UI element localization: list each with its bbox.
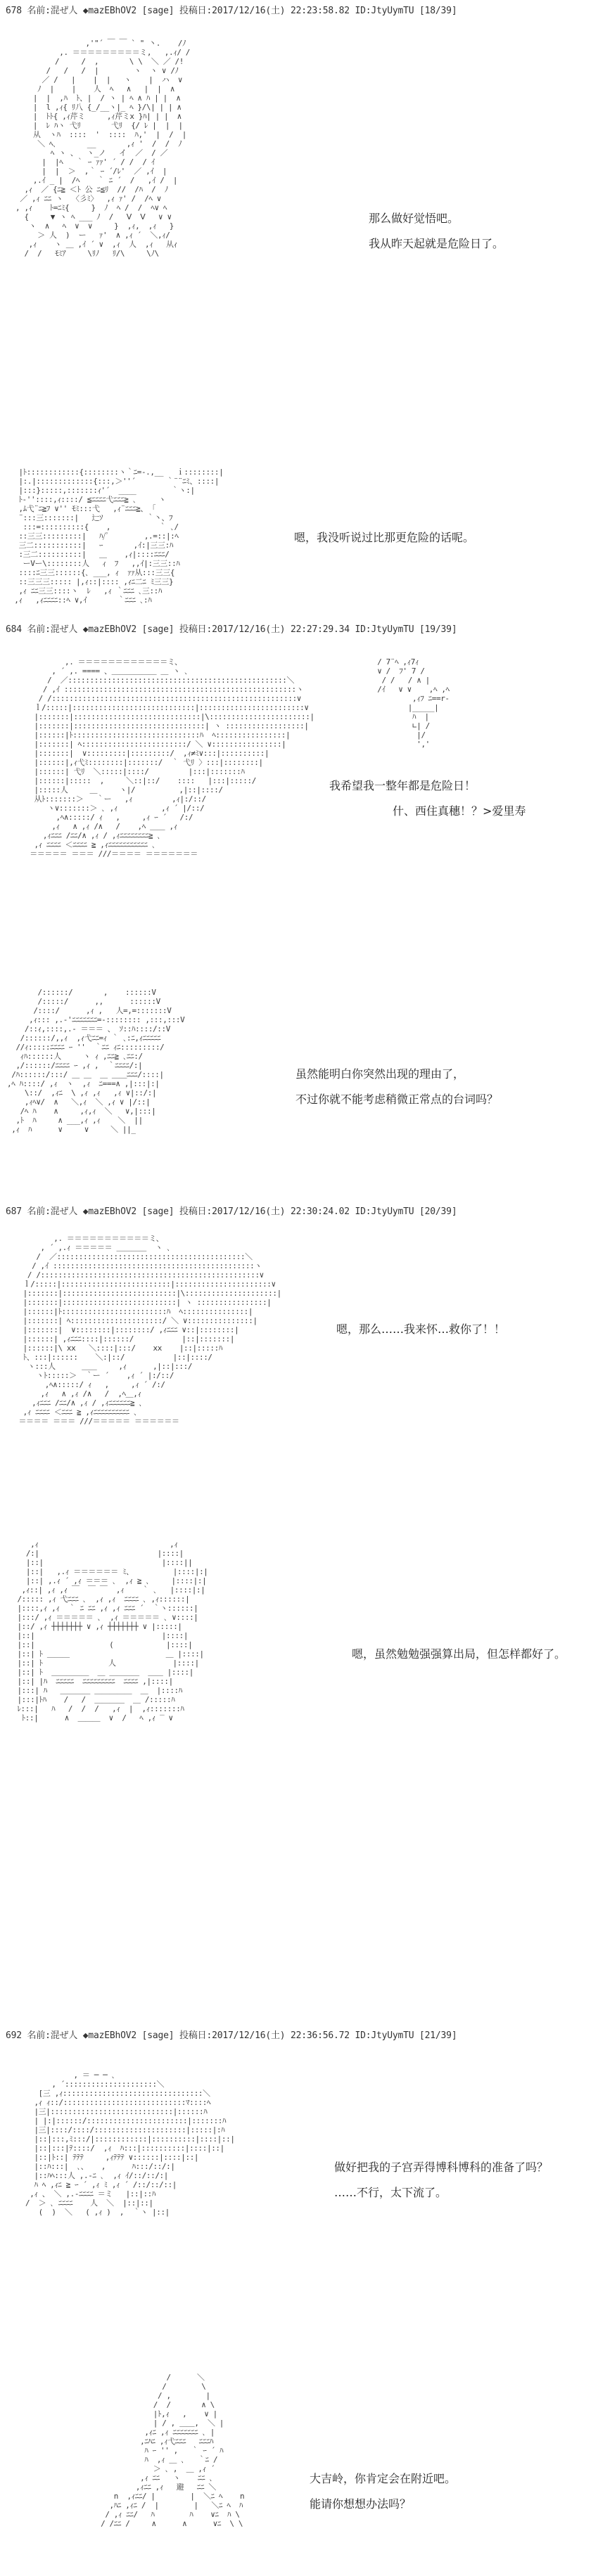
dialogue-panel-7 (334, 2155, 548, 2205)
dialogue-line: 我希望我一整年都是危险日！ (329, 779, 476, 792)
ascii-art-panel-1: ,'"´ ￣ ￣ ` " 丶. /ﾉ ,. ＝＝＝＝＝＝＝＝＝ミ, ,.ｨ/ / / / , \ \ ＼ ／ /! / / / | ヽ ヽ ∨ /ﾉ ／ / | | | ヽ | ハ ∨ ﾉ | | 人 ﾍ ∧ | | ∧ | | ,ﾊ ﾄ、| / ヽ | ﾍ ∧ ﾊ | | ∧ | l ,ｨ{ ﾘ八 {_/__ヽ|_ ﾍ }/\| | | ∧ | ﾄﾄ{ ,ｨ芹ミ ,ｨ芹ミx }ﾊ| | | ∧ | ﾚ ﾊヽ 弋ﾘ 弋ﾘ {/ ﾚ | | | 从 ヽﾊ :::: ' :::: ﾊ,' | / | ＼ ﾍ､ __ ,ｨ ' / / ﾉ ﾍ ヽ 、 ヽ_ノ イ ／ / ／ | |ﾍ ｀ ｰ ｧｧ' ´ / / / ｲ | | ＞ ,｀ ｰ ´/ﾚ' ／ ,ｲ | ,.ｲ _ | /ﾍ ｀ ﾆ ´ / ,ｲ / | ,ｨ ／ {ﾆ≧ ＜ﾄ 公 ﾆ≦ﾘ // /ﾊ / ﾉ ／ ,ｨ ﾆﾆ ヽ 〈彡ﾐ〉 ,ｨ ｧ' / /ﾍ ∨ , ,ｨ ﾄ=ﾆﾐ{ } ﾉ ﾍ / / ﾍ∨ ﾍ { ▼ ヽ ﾍ ___ ﾉ / Ⅴ Ⅴ ∨ ∨ ヽ ∧ ﾍ ∨ ∨ } ,ｨ, ,ｨ } ＞ 人 ) ー ｧ' ∧ ,ｨ ´ ＼,ｨ/ ,ｨ ヽ ＿ ,ｲ ´ ∨ ,ｨ 人 ,ｨ 从ｨ / / ﾓﾐｱ \ﾘﾉ ﾘ/\ \ﾉ\ (15, 39, 190, 258)
dialogue-line: 嗯，虽然勉勉强强算出局，但怎样都好了。 (352, 1647, 566, 1661)
ascii-art-panel-6: ,ｨ ,ｨ /:| |::::| |::| |::::|| |::| ,.ｨ ＝＝＝＝＝＝ ﾐ、 |::::|:| |::| ,.ｨ ´ ,ｨ ＝＝＝ ､ ,ｨ ≧ ､ |::::|:| ,ｨ::| ,ｨ ,ｨ ￣ ￣ ￣ ,ｨ ｀ ､ |::::|:| /::::: ,ｨ 弋ﾆﾆﾆ ､ ,ｨ ,ｨ ﾆﾆﾆﾆ ､ ,ｨ::::::| |::::,ｨ ,ｨ ｀ ﾆ ﾆﾆ ,ｨ ,ｨ ﾆﾆﾆ ´ ｀ヽ::::::| |:::/ ,ｨ ＝＝＝＝＝ ､ ,ｨ ＝＝＝＝＝ ､ ∨::::| |::/ ,ｨ ┼┼┼┼┼┼┼ ∨ ,ｨ ┼┼┼┼┼┼┼ ∨ |:::::| |::| |::::| |::| ( |::::| |::| ﾄ ＿＿＿ ＿ |::::| |::| ﾄ 人 |::::| |::| ﾄ ＿＿＿＿＿ ＿ ＿＿＿＿ ＿＿ |::::| |::| |ﾊ ﾆﾆﾆﾆﾆ ﾆﾆﾆﾆﾆﾆﾆﾆﾆ ﾆﾆﾆﾆ ,|::::| |:::| ﾊ ＿＿＿＿ ＿＿＿＿＿ ＿ |::::ﾊ |:::|ﾄﾊ / / ＿＿＿＿ ＿ /:::::ﾊ ﾚ:::| ﾊ / / / ,ｨ | ,ｨ:::::::ﾊ ﾄ::| ∧ ＿＿＿ ∨ / ﾍ ,ｨ ‾ ∨ (17, 1540, 208, 1722)
ascii-art-panel-3-side: / 7¨ﾍ ,ｨ7ｨ ∨ / ﾌ' 7 / / / / ∧ | /ｲ ∨ ∨ ,ﾍ ,ﾍ ,ｨﾌ ﾆ==r‐ |_____| ﾊ | ∟| / |/ ',' (377, 657, 450, 749)
ascii-art-panel-3: ,. ＝＝＝＝＝＝＝＝＝＝＝＝ミ、 , ´ ,. ==== 、＿＿＿＿＿＿ ＿ ヽ ､ / ／::::::::::::::::::::::::::::::::::::::::::::::::::＼ / ,ｲ :::::::::::::::::::::::::::::::::::::::::::::::::::::ヽ / /::::::::::::::::::::::::::::::::::::::::::::::::::::::::∨ ｌ/:::::|::::::::::::::::::::::::::::|::::::::::::::::::::::::∨ |:::::::|:::::::::::::::::::::::::::::|\:::::::::::::::::::::::| |:::::::|::::::::::::::::::::::::::::::| ヽ ::::::::::::::::::| |::::::|ﾄ:::::::::::::::::::::::::::::ﾊ ﾍ::::::::::::::::| |:::::::| ﾍ::::::::::::::::::::::::/ ＼ ∨::::::::::::::::| |:::::::| ∨:::::::::|:::::::::/ ,ｨ≠ﾐ∨:::|::::::::::| |::::::|,ｨ弋ﾐ::::::::|:::::::/ ｀ 弋ﾘ 〉:::|::::::::| |::::::| 弋ﾘ ＼:::::|::::/ |:::|:::::::ﾊ |::::::|::::: , ＼::|::/ :::: |:::|:::::/ |:::::人 ＿ ヽ|/ ,|::|::::/ 从ﾄ:::::::＞ ｀ー ,ｨ ,ｨ|:/::/ ヽ∨:::::::＞ ､ ,ｨ ,ｨ ´ |/::/ ,ﾍ∧:::::/ ｨ , ,ｨ ｰ ´ /:/ ,ｨ ∧ ,ｨ /∧ / ,ﾍ ＿＿ ,ｨ ,ｨﾆﾆﾆ /ﾆﾆ/∧ ,ｨ / ,ｨﾆﾆﾆﾆﾆﾆﾆﾆ≧ ､ ,ｨ ﾆﾆﾆﾆ ＜ﾆﾆﾆﾆ ≧ ,ｨﾆﾆﾆﾆﾆﾆﾆﾆﾆﾆﾆ ､ ＝＝＝＝＝ ＝＝＝ ///＝＝＝＝ ＝＝＝＝＝＝＝ (30, 657, 314, 858)
dialogue-line: 我从昨天起就是危险日了。 (369, 237, 504, 250)
ascii-art-panel-4: /::::::/ , ::::::V /:::::/ ,, ::::::V /::::/ ,ｨ , 人=,=:::::::V ,ｨ::: ,.-'ﾆﾆﾆﾆﾆﾆﾆ=-:::::::: ,:::,:::V /::ｨ,::::,.- ＝＝＝ 、 ｿ::ﾊ::::/::V /::::::/,,ｨ ,ｨ弋ﾆﾆ=ｨ ｀ ､:ﾆ,ｨﾆﾆﾆﾆﾆ //ｨ:::::ﾆﾆﾆﾆ ｰ '' ｀ﾆﾆ ｨﾆ:::::::::/ ｨﾊ::::::人 ヽ ｨ ,ﾆﾆ≧ ､ﾆﾆ:/ ,/::::::/ﾆﾆﾆﾆ ｰ ,ｨ , ｀ﾆﾆﾆﾆ/:| /ﾊ::::::/:::/ ＿ ＿ ＿ ＿＿ﾆﾆﾆ/::::| ,ﾍ ﾊ::::/ ,ｨ ヽ ,ｨ ﾆ===∧ ,|:::|:| \::/ ,ｨﾆ \ ,ｨ ,ｨ ,ｨ ∨|::/:| ,ｨﾍ∨/ ∧ ＼,ｨ ＼ ,ｨ ∨ |/::| /ﾍ ﾊ ∧ ,ｨ,ｨ ＼ ∨,|:::| ,ﾄ ﾊ ∧ ___,ｨ ,ｨ ＼ || ,ｨ ﾊ ∨ ∨ ＼ ||_ (7, 988, 185, 1134)
dialogue-panel-5 (336, 1317, 505, 1342)
post-header-687: 687 名前:混ぜ人 ◆mazEBhOV2 [sage] 投稿日:2017/12/16(土) 22:30:24.02 ID:JtyUymTU [20/39] (6, 1206, 457, 1217)
dialogue-panel-6 (352, 1642, 566, 1667)
dialogue-line: ……不行，太下流了。 (334, 2186, 447, 2199)
dialogue-line: 不过你就不能考虑稍微正常点的台词吗？ (295, 1093, 499, 1106)
dialogue-panel-8 (310, 2466, 456, 2517)
dialogue-line: 大吉岭，你肯定会在附近吧。 (310, 2472, 457, 2485)
dialogue-panel-3 (329, 773, 526, 824)
dialogue-panel-2 (294, 525, 474, 550)
dialogue-line: 什、西住真穗！？>爱里寿 (393, 804, 526, 818)
dialogue-line: 嗯，那么……我来怀…救你了！！ (336, 1322, 506, 1336)
dialogue-line: 嗯，我没听说过比那更危险的话呢。 (294, 531, 475, 544)
dialogue-line: 能请你想想办法吗？ (310, 2497, 412, 2511)
post-header-692: 692 名前:混ぜ人 ◆mazEBhOV2 [sage] 投稿日:2017/12/16(土) 22:36:56.72 ID:JtyUymTU [21/39] (6, 2030, 457, 2041)
ascii-art-panel-7: , ＝ ─ ─ ､ , ´:::::::::::::::::::::＼ [三 ,ｨ::::::::::::::::::::::::::::::::＼ ,ｨ ｨ::/::::::::::::::::::::::::::::ﾏ::::ﾍ |三|::::::::::::::::::::::::::::|::::::ﾊ | |:|::::::/:::::::::::::::::::::::|:::::::ﾊ |三|::::/::::/:::::::::::::::::::::|:::::|:ﾊ |::|:::,ﾐ:::/|::::::::::::|::::::::::|::::|::| |::|:::|ﾃ::::/ ,ｨ ﾊ:::|::::::::::|::::|::| |::|ﾄ::| ﾃﾃﾃ ,ｨﾃﾃﾃ ∨::::::|::::|::| |::ﾊ:::| ､、 , ﾊ:::/::/:| |::ﾊﾍ:::人 ,.-ﾆ ､ ,ｨ ｲ/::/::/:| ﾊ ﾍ ,ｨﾆ ≧ ｰ ´ ,ｨ ﾐ ,ｨ ´ /::/::/::| ,ｨ 、 ＼ ,.-ﾆﾆﾆﾆ ＝ミ |::|::ﾊ / ＞ ､ ﾆﾆﾆﾆ 人 ＼ |::|::| ( ) ＼ ( ,ｨ ) , ｀ヽ |::| (25, 2071, 235, 2217)
dialogue-panel-1 (369, 206, 504, 257)
ascii-art-panel-5: ,. ＝＝＝＝＝＝＝＝＝＝＝ミ、 , ´ ,.ｨ ＝＝＝＝＝ ＿＿＿＿ ヽ ､ / ／:::::::::::::::::::::::::::::::::::::::::::＼ / ,ｲ ::::::::::::::::::::::::::::::::::::::::::::::ヽ / /::::::::::::::::::::::::::::::::::::::::::::::::::∨ ｌ/:::::|:::::::::::::::::::::::::|::::::::::::::::::::::∨ |:::::::|::::::::::::::::::::::::::|\:::::::::::::::::::::| |:::::::|::::::::::::::::::::::::::| ヽ ::::::::::::::::| |::::::|ﾄ::::::::::::::::::::::::ﾊ ﾍ:::::::::::::::| |:::::::| ﾍ:::::::::::::::::::::/ ＼ ∨:::::::::::::::| |:::::::| ∨::::::::|::::::::/ ,ｨﾆﾆﾆ ∨::|::::::::| |::::::| ,ｨﾆﾆﾆ::::|::::::/ |::|:::::::| |::::::|\ xx ＼::::|:::/ xx |::|:::::ﾊ ﾄ、:::|:::::: ＼:|::/ |::|::::/ ヽ:::人 ＿＿ ,ｨ ,|::|:::/ ヽﾄ:::::＞ ｀ー ´ ,ｨ ´ |:/::/ ,ﾍ∧:::::/ ｨ , ,ｨ ´ /:/ ,ｨ ∧ ,ｨ /∧ / ,ﾍ＿,ｨ ,ｨﾆﾆﾆ /ﾆﾆ/∧ ,ｨ / ,ｨﾆﾆﾆﾆﾆﾆ≧ ､ ,ｨ ﾆﾆﾆﾆ ＜ﾆﾆﾆ ≧ ,ｨﾆﾆﾆﾆﾆﾆﾆﾆﾆﾆ ､ ＝＝＝＝ ＝＝＝ ///＝＝＝＝＝ ＝＝＝＝＝＝ (18, 1234, 281, 1426)
dialogue-panel-4 (295, 1062, 498, 1112)
post-header-684: 684 名前:混ぜ人 ◆mazEBhOV2 [sage] 投稿日:2017/12/16(土) 22:27:29.34 ID:JtyUymTU [19/39] (6, 624, 457, 635)
post-header-678: 678 名前:混ぜ人 ◆mazEBhOV2 [sage] 投稿日:2017/12/16(土) 22:23:58.82 ID:JtyUymTU [18/39] (6, 6, 457, 16)
dialogue-line: 那么做好觉悟吧。 (369, 212, 459, 225)
dialogue-line: 虽然能明白你突然出现的理由了， (295, 1067, 465, 1081)
ascii-art-panel-8: / ＼ / \ / , | / / ∧ \ |ﾄ,ｨ , ∨ | | / , ＿＿, ＼ | ,ｨﾆ ,ｨ ﾆﾆﾆﾆﾆﾆﾆ ､ | ,ﾆﾊﾆ ,ｨ弋ﾆﾆﾆ ﾆﾆﾆﾊ ﾊ ｰ '' , ｀ ｰ ´ ﾊ ﾊ ,ｨ ＿ ､ ｀ﾆ / ＞ ､ , ＿ ,ｨ ´ ,ｨ ﾆﾆ ヽ ﾆﾆ ､ ,ｨﾆﾆ ,ｨ 避 ﾆﾆ ＼ n ,ｨﾆﾆ/ | | ＼ﾆ ﾍ n ,ﾊﾆ ,ｨﾆ / | | ＼ﾆ ﾍ ﾊ / ,ｨ ﾆﾆ/ ﾊ ﾊ ∨ﾆ ﾊ \ / /ﾆﾆ / ∧ ∧ ∨ﾆ \ \ (101, 2373, 245, 2528)
ascii-art-panel-2: |ﾄ::::::::::::{::::::::ヽ｀ﾆ=-.,__ ｉ::::::::| |:.|:::::::::::::{:::,＞''´ ｀¨¨ﾆﾐ、::::| |:::}:::::,:::::::ｨ'´ ____ ｀ヽ:| ﾄ-''::::,ｨ::::/ ≦ﾆﾆﾆﾆ弋ﾆﾆﾆ≧ ､ ヽ ,ﾑ弋¨ﾆ≧ﾌ ∨'' ﾓﾐ:::弋 ,ｨ¨ﾆﾆﾆ≧、 ｢ ¨:::三:::::::| 辷ｿ ｀丶、ﾌ :::=::::::::::{ , ｀ ､/ ::三三:::::::::| ﾊ/ﾟ ,.=::|:ﾍ 三二:::::::::::| ｰ ,ｲ:|三三:ﾊ :三二::::::::::| ＿ ,ｨ|::::ﾆﾆﾆ/ ーVー\::::::::人 ｨ ﾌ ,,ｲ|:三三::ﾊ ::::ﾆ三三::::::{､ ___, ｨ ｧｧ从:::三三{ ::三三三::::: |,ｨ::|:::: ,ｨﾆ二ﾆ ﾐ三三} ,ｨ ﾆﾆ三三::::ヽ ﾚ ,ｨ ｀ﾆﾆﾆ ､三::ﾊ ,ｨ ,ｨﾆﾆﾆﾆ::ﾍ ∨,ｲ ｀ﾆﾆﾆ ､:ﾊ (14, 468, 224, 605)
dialogue-line: 做好把我的子宫弄得博科博科的准备了吗？ (334, 2160, 549, 2174)
